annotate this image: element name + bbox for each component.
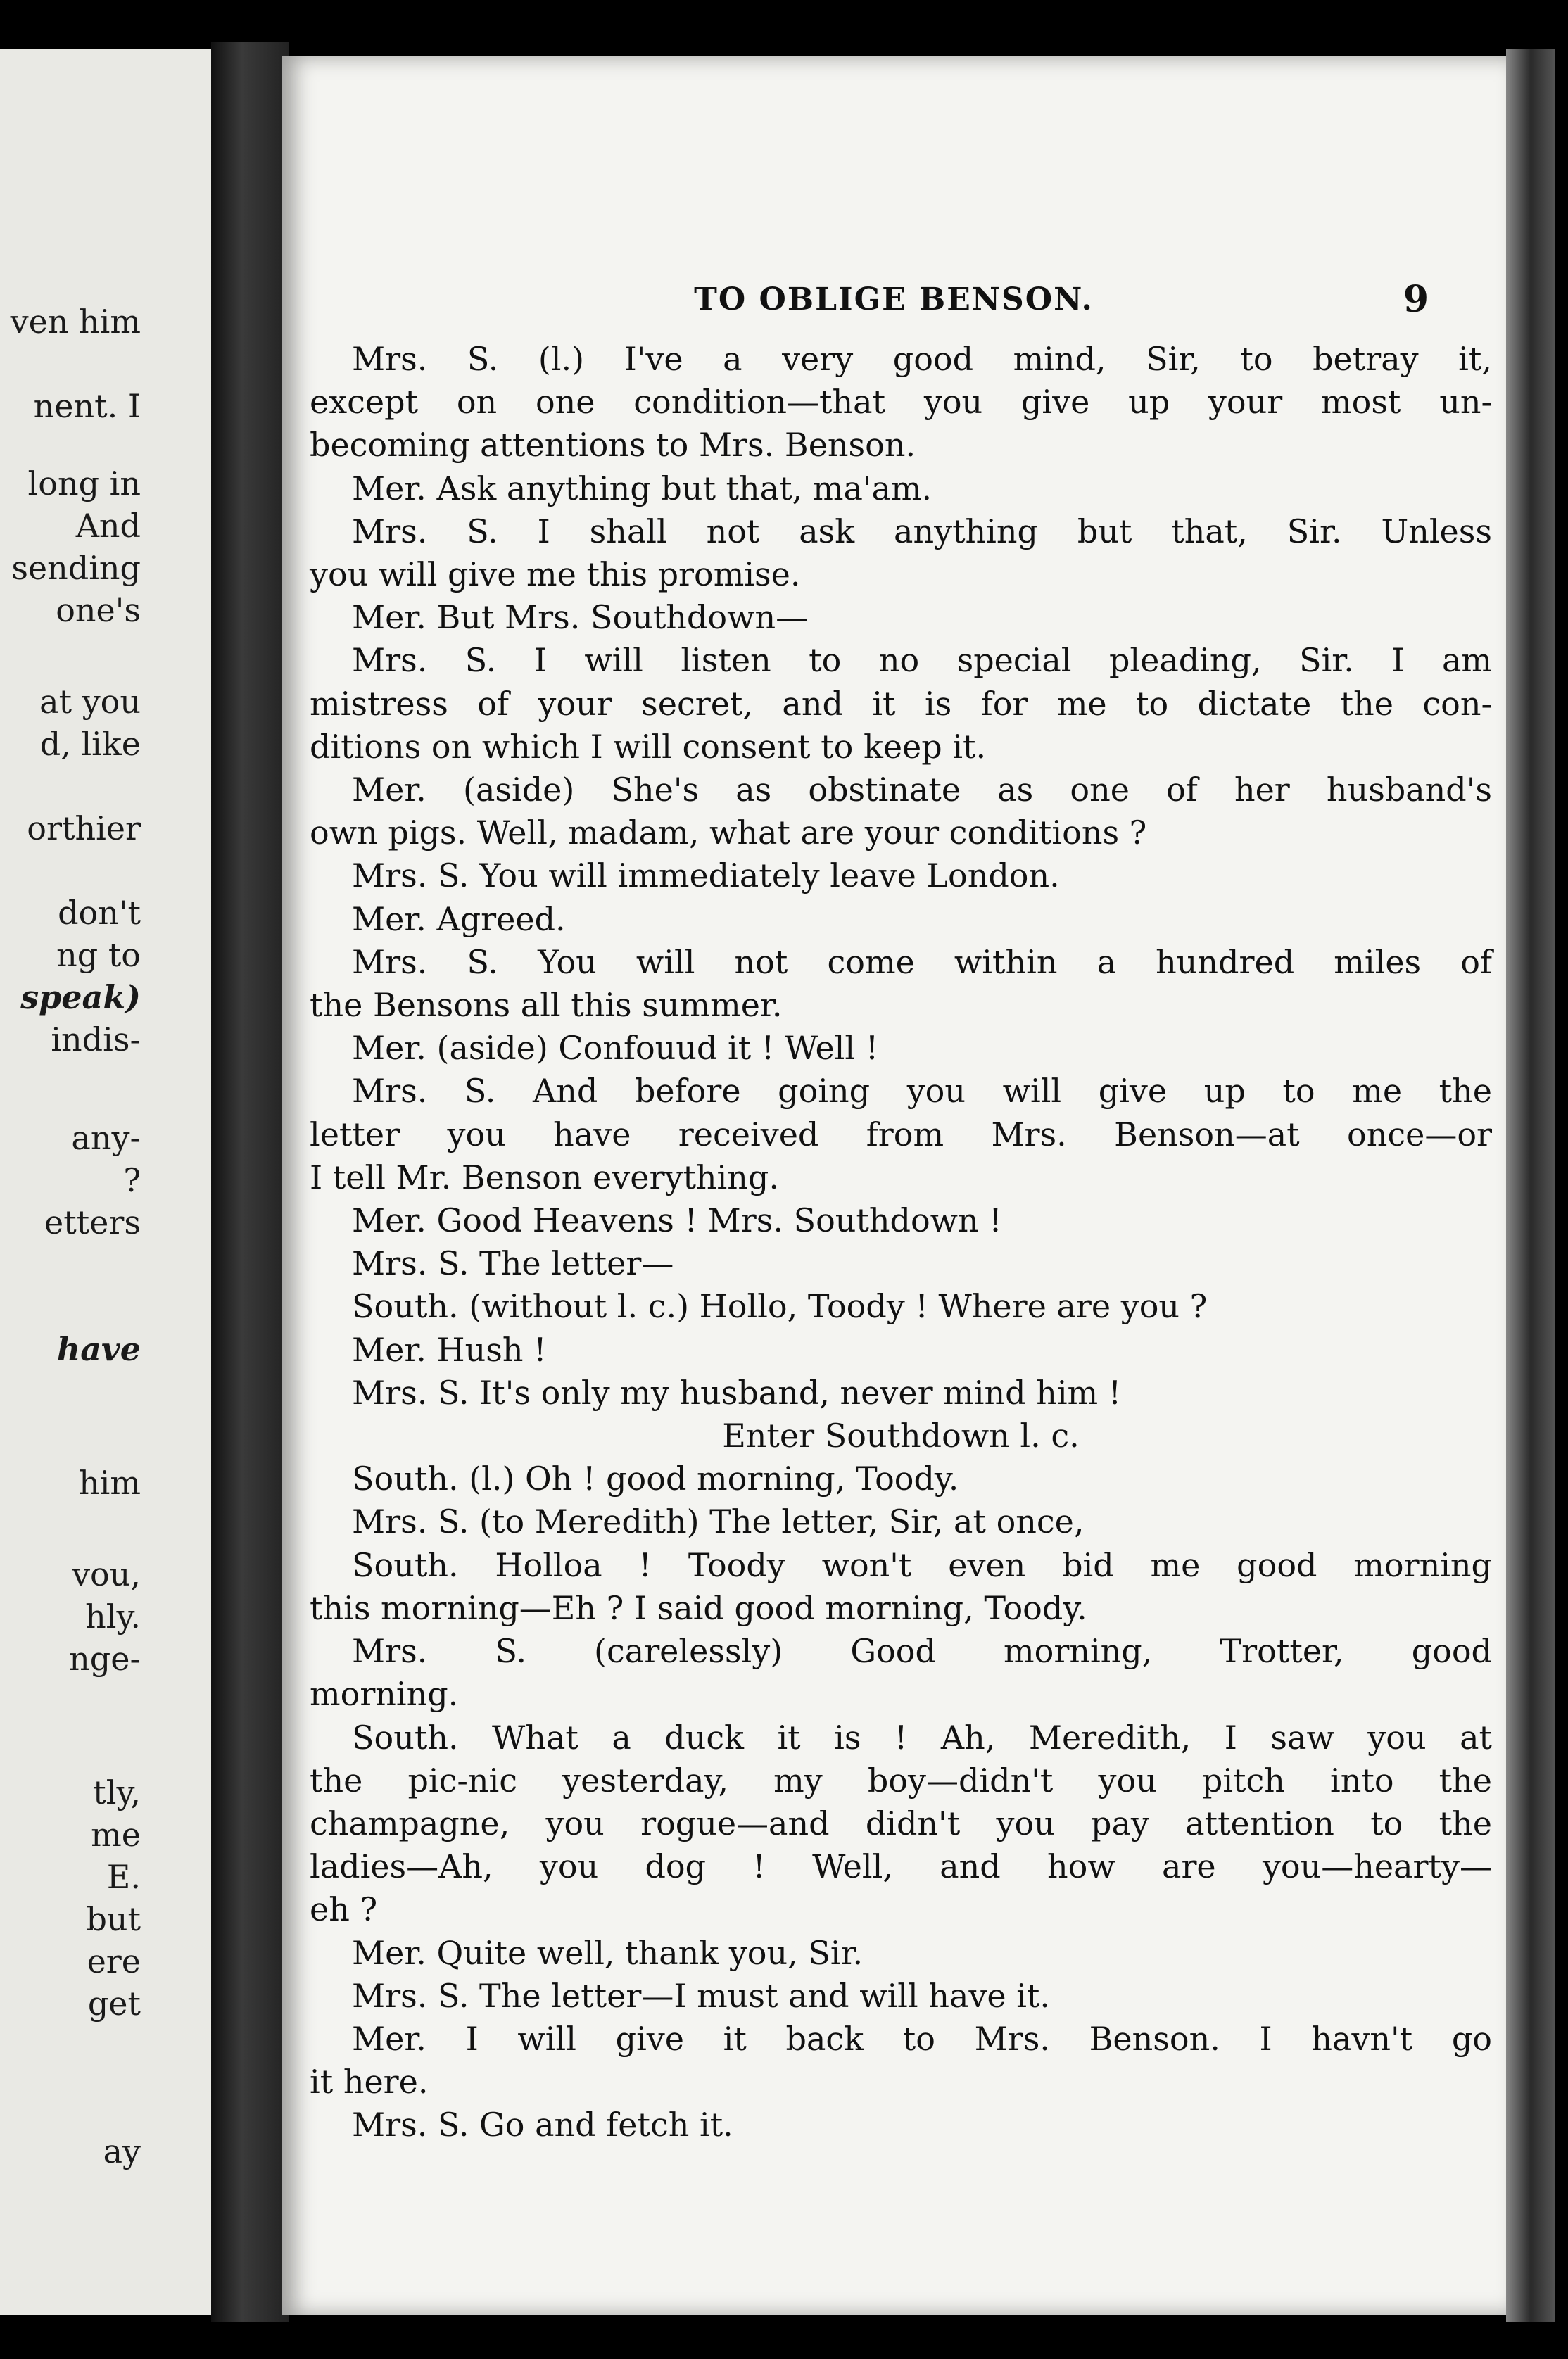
book-gutter: [211, 42, 289, 2322]
text-line: except on one condition—that you give up your most un-: [310, 383, 1492, 422]
text-line: the pic-nic yesterday, my boy—didn't you pitch into the: [310, 1761, 1492, 1800]
right-page: [282, 56, 1506, 2315]
left-text-line: don't: [58, 894, 141, 932]
text-line: morning.: [310, 1675, 459, 1714]
left-text-line: get: [87, 1985, 141, 2023]
text-line: Mrs. S. And before going you will give up to me the: [352, 1072, 1492, 1111]
page-number: 9: [1403, 278, 1429, 321]
left-text-line: orthier: [27, 809, 141, 847]
left-text-line: sending: [11, 549, 141, 587]
text-line: champagne, you rogue—and didn't you pay attention to the: [310, 1804, 1492, 1842]
page-edge: [1506, 49, 1555, 2322]
text-line: Mer. Good Heavens ! Mrs. Southdown !: [352, 1201, 1002, 1240]
text-line: Mrs. S. It's only my husband, never mind him !: [352, 1373, 1122, 1412]
text-line: Mrs. S. The letter—I must and will have it.: [352, 1976, 1051, 2015]
text-line: Mrs. S. (carelessly) Good morning, Trotter, good: [352, 1632, 1492, 1671]
left-text-line: him: [79, 1464, 141, 1502]
left-text-line: speak): [20, 978, 141, 1016]
text-line: South. (l.) Oh ! good morning, Toody.: [352, 1460, 959, 1498]
text-line: Mrs. S. (to Meredith) The letter, Sir, at once,: [352, 1503, 1085, 1541]
text-line: Mrs. S. Go and fetch it.: [352, 2106, 733, 2144]
text-line: South. Holloa ! Toody won't even bid me good morning: [352, 1545, 1492, 1584]
left-text-line: ven him: [10, 303, 141, 341]
stage-direction: Enter Southdown l. c.: [722, 1417, 1080, 1455]
text-line: Mer. (aside) She's as obstinate as one of her husband's: [352, 771, 1492, 809]
left-text-line: indis-: [51, 1020, 141, 1058]
text-line: eh ?: [310, 1890, 378, 1929]
text-line: Mrs. S. I will listen to no special pleading, Sir. I am: [352, 641, 1492, 680]
left-text-line: ?: [123, 1161, 141, 1199]
text-line: Mer. Quite well, thank you, Sir.: [352, 1933, 864, 1972]
text-line: I tell Mr. Benson everything.: [310, 1158, 779, 1196]
left-text-line: E.: [106, 1858, 141, 1896]
left-text-line: but: [86, 1900, 141, 1938]
running-head: TO OBLIGE BENSON.: [694, 282, 1094, 317]
text-line: ladies—Ah, you dog ! Well, and how are you—hearty—: [310, 1847, 1492, 1886]
left-text-line: any-: [71, 1119, 141, 1157]
left-page-fragment: [0, 49, 211, 2315]
text-line: own pigs. Well, madam, what are your conditions ?: [310, 814, 1147, 852]
left-text-line: hly.: [85, 1598, 141, 1636]
left-text-line: ay: [103, 2132, 141, 2170]
text-line: letter you have received from Mrs. Benson—at once—or: [310, 1115, 1492, 1153]
text-line: Mer. (aside) Confouud it ! Well !: [352, 1029, 879, 1068]
text-line: you will give me this promise.: [310, 555, 801, 594]
text-line: becoming attentions to Mrs. Benson.: [310, 426, 916, 464]
left-text-line: long in: [27, 464, 141, 502]
text-line: mistress of your secret, and it is for me to dictate the con-: [310, 684, 1492, 723]
left-text-line: ng to: [56, 936, 141, 974]
text-line: Mrs. S. You will not come within a hundred miles of: [352, 942, 1492, 981]
text-line: Mer. Hush !: [352, 1330, 547, 1369]
left-text-line: And: [75, 507, 141, 545]
text-line: Mrs. S. The letter—: [352, 1244, 674, 1283]
left-text-line: one's: [56, 591, 141, 629]
play-text: [310, 338, 1492, 2147]
text-line: South. What a duck it is ! Ah, Meredith, I saw you at: [352, 1718, 1492, 1757]
text-line: Mrs. S. (l.) I've a very good mind, Sir, to betray it,: [352, 340, 1492, 378]
text-line: Mer. I will give it back to Mrs. Benson. I havn't go: [352, 2019, 1492, 2058]
left-text-line: vou,: [72, 1555, 141, 1593]
text-line: South. (without l. c.) Hollo, Toody ! Where are you ?: [352, 1287, 1208, 1326]
left-text-line: tly,: [93, 1773, 141, 1811]
text-line: Mrs. S. You will immediately leave London.: [352, 856, 1060, 895]
left-text-line: ere: [87, 1942, 141, 1980]
text-line: Mer. Ask anything but that, ma'am.: [352, 469, 932, 507]
left-text-line: d, like: [39, 725, 141, 763]
left-text-line: nge-: [69, 1640, 141, 1678]
text-line: it here.: [310, 2063, 429, 2101]
left-text-line: etters: [44, 1203, 141, 1241]
left-text-line: have: [56, 1330, 141, 1368]
text-line: Mer. But Mrs. Southdown—: [352, 598, 809, 637]
left-text-line: nent. I: [33, 387, 141, 425]
text-line: Mer. Agreed.: [352, 899, 566, 938]
left-text-line: me: [91, 1816, 141, 1854]
left-text-line: at you: [39, 683, 141, 721]
text-line: Mrs. S. I shall not ask anything but that, Sir. Unless: [352, 512, 1492, 550]
text-line: ditions on which I will consent to keep it.: [310, 727, 987, 766]
text-line: the Bensons all this summer.: [310, 986, 783, 1025]
text-line: this morning—Eh ? I said good morning, Toody.: [310, 1588, 1087, 1627]
